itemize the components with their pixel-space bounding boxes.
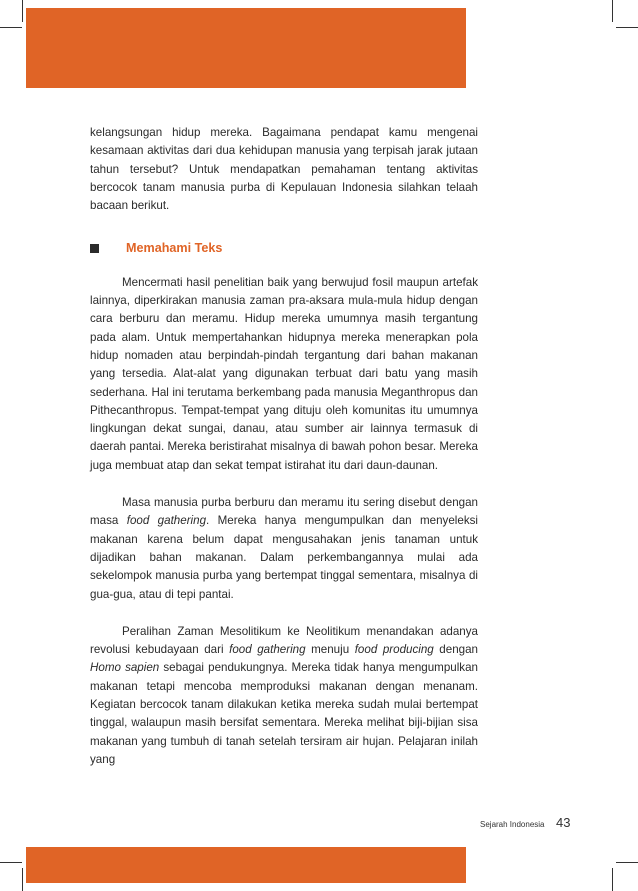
crop-mark-bottom-left-h (0, 862, 22, 863)
footer-band (26, 847, 466, 883)
paragraph-food-producing: Peralihan Zaman Mesolitikum ke Neolitikum menandakan adanya revolusi kebudayaan dari food gathering menuju food producing dengan Homo sapien sebagai pendukungnya. Mereka tidak hanya mengumpulkan makanan tetapi mencoba memproduksi makanan dengan menanam. Kegiatan bercocok tanam dilakukan ketika mereka sudah mulai bertempat tinggal, walaupun masih bersifat sementara. Mereka melihat biji-bijian sisa makanan yang tumbuh di tanah setelah tersiram air hujan. Pelajaran inilah yang (90, 624, 478, 766)
crop-mark-top-right-h (616, 27, 638, 28)
crop-mark-top-left-h (0, 27, 22, 28)
square-bullet-icon (90, 244, 99, 253)
paragraph-food-gathering: Masa manusia purba berburu dan meramu itu sering disebut dengan masa food gathering. Mereka hanya mengumpulkan dan menyeleksi makanan karena belum dapat mengusahakan jenis tanaman untuk dijadikan bahan makanan. Dalam perkembangannya mulai ada sekelompok manusia purba yang bertempat tinggal sementara, misalnya di gua-gua, atau di tepi pantai. (90, 496, 478, 601)
crop-mark-top-left-v (22, 0, 23, 22)
section-title: Memahami Teks (126, 241, 223, 256)
intro-paragraph: kelangsungan hidup mereka. Bagaimana pendapat kamu mengenai kesamaan aktivitas dari dua kehidupan manusia yang terpisah jarak jutaan tahun tersebut? Untuk mendapatkan pemahaman tentang aktivitas bercocok tanam manusia purba di Kepulauan Indonesia silahkan telaah bacaan berikut. (90, 126, 478, 213)
crop-mark-bottom-left-v (22, 868, 23, 891)
crop-mark-top-right-v (612, 0, 613, 22)
crop-mark-bottom-right-h (616, 862, 638, 863)
header-band (26, 8, 466, 88)
section-heading (90, 239, 478, 257)
page-body (90, 124, 478, 769)
page-number: 43 (556, 815, 571, 830)
book-title: Sejarah Indonesia (480, 820, 545, 829)
crop-mark-bottom-right-v (612, 868, 613, 891)
paragraph-hunting-gathering: Mencermati hasil penelitian baik yang berwujud fosil maupun artefak lainnya, diperkirakan manusia zaman pra-aksara mula-mula hidup dengan cara berburu dan meramu. Hidup mereka umumnya masih tergantung pada alam. Untuk mempertahankan hidupnya mereka menerapkan pola hidup nomaden atau berpindah-pindah tergantung dari bahan makanan yang tersedia. Alat-alat yang digunakan terbuat dari batu yang masih sederhana. Hal ini terutama berkembang pada manusia Meganthropus dan Pithecanthropus. Tempat-tempat yang dituju oleh komunitas itu umumnya lingkungan dekat sungai, danau, atau sumber air lainnya termasuk di daerah pantai. Mereka beristirahat misalnya di bawah pohon besar. Mereka juga membuat atap dan sekat tempat istirahat itu dari daun-daunan. (90, 275, 478, 472)
